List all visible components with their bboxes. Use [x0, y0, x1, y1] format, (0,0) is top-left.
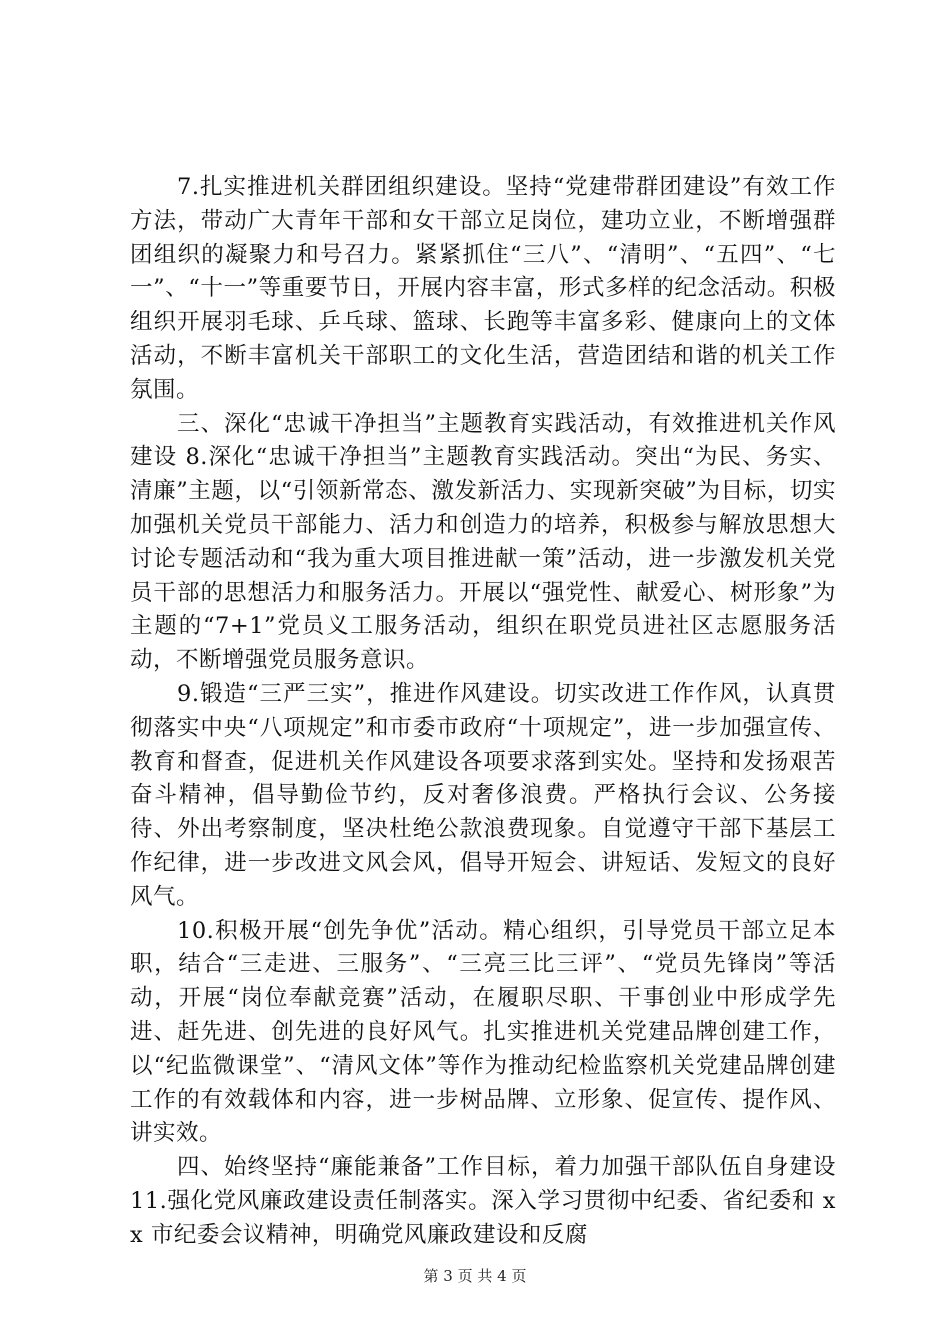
paragraph-item-7: 7.扎实推进机关群团组织建设。坚持“党建带群团建设”有效工作方法，带动广大青年干部和女干部立足岗位，建功立业，不断增强群团组织的凝聚力和号召力。紧紧抓住“三八”、“清明”、“五四”、“七一”、“十一”等重要节日，开展内容丰富，形式多样的纪念活动。积极组织开展羽毛球、乒乓球、篮球、长跑等丰富多彩、健康向上的文体活动，不断丰富机关干部职工的文化生活，营造团结和谐的机关工作氛围。 — [130, 174, 836, 403]
document-body — [130, 171, 836, 1253]
paragraph-item-10: 10.积极开展“创先争优”活动。精心组织，引导党员干部立足本职，结合“三走进、三服务”、“三亮三比三评”、“党员先锋岗”等活动，开展“岗位奉献竞赛”活动，在履职尽职、干事创业中形成学先进、赶先进、创先进的良好风气。扎实推进机关党建品牌创建工作，以“纪监微课堂”、“清风文体”等作为推动纪检监察机关党建品牌创建工作的有效载体和内容，进一步树品牌、立形象、促宣传、提作风、讲实效。 — [130, 917, 836, 1147]
paragraph-item-9: 9.锻造“三严三实”，推进作风建设。切实改进工作作风，认真贯彻落实中央“八项规定”和市委市政府“十项规定”，进一步加强宣传、教育和督查，促进机关作风建设各项要求落到实处。坚持和发扬艰苦奋斗精神，倡导勤俭节约，反对奢侈浪费。严格执行会议、公务接待、外出考察制度，坚决杜绝公款浪费现象。自觉遵守干部下基层工作纪律，进一步改进文风会风，倡导开短会、讲短话、发短文的良好风气。 — [130, 680, 836, 910]
paragraph-section-3: 三、深化“忠诚干净担当”主题教育实践活动，有效推进机关作风建设 8.深化“忠诚干净担当”主题教育实践活动。突出“为民、务实、清廉”主题，以“引领新常态、激发新活力、实现新突破”为目标，切实加强机关党员干部能力、活力和创造力的培养，积极参与解放思想大讨论专题活动和“我为重大项目推进献一策”活动，进一步激发机关党员干部的思想活力和服务活力。开展以“强党性、献爱心、树形象”为主题的“7+1”党员义工服务活动，组织在职党员进社区志愿服务活动，不断增强党员服务意识。 — [130, 410, 836, 674]
page-footer: 第 3 页 共 4 页 — [423, 1267, 527, 1285]
paragraph-section-4: 四、始终坚持“廉能兼备”工作目标，着力加强干部队伍自身建设 11.强化党风廉政建设责任制落实。深入学习贯彻中纪委、省纪委和 xx 市纪委会议精神，明确党风廉政建设和反腐 — [130, 1154, 836, 1248]
